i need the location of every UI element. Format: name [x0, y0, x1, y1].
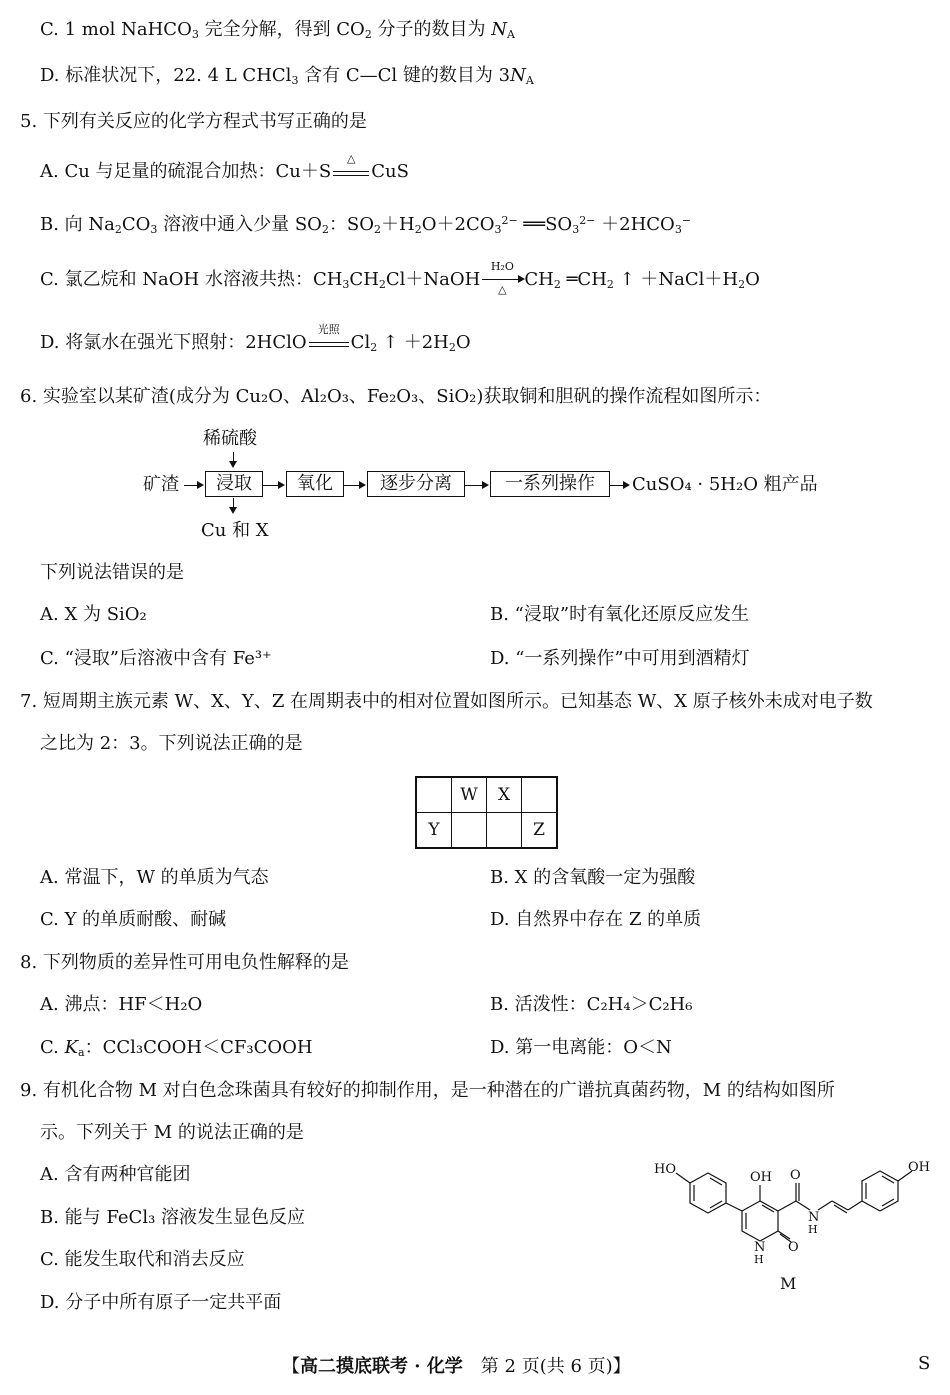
- q7-stem-line2: 之比为 2：3。下列说法正确的是: [40, 733, 303, 754]
- q6-question: 下列说法错误的是: [40, 562, 184, 583]
- atom-label: O: [788, 1240, 799, 1255]
- q9-option-a: A. 含有两种官能团: [40, 1164, 191, 1185]
- molecule-label: M: [780, 1274, 797, 1293]
- flow-arrow-down-out: [233, 498, 234, 512]
- q9-option-d: D. 分子中所有原子一定共平面: [40, 1292, 282, 1313]
- q8-option-c: C. $K_a$：CCl₃COOH＜CF₃COOH: [40, 1037, 313, 1059]
- q8-option-a: A. 沸点：HF＜H₂O: [40, 994, 203, 1015]
- atom-label: OH: [908, 1160, 930, 1175]
- q5-option-d: D. 将氯水在强光下照射：2HClO 光照 $Cl_2$ ↑ $+2H_2O$: [40, 323, 471, 354]
- q7-stem-line1: 7. 短周期主族元素 W、X、Y、Z 在周期表中的相对位置如图所示。已知基态 W、X 原子核外未成对电子数: [20, 691, 873, 712]
- flow-arrow: [344, 485, 364, 486]
- q5-option-c: C. 氯乙烷和 NaOH 水溶液共热：$CH_3CH_2Cl+NaOH$ H₂O △ $CH_2$ $═CH_2$ ↑ $+NaCl+H_2O$: [40, 260, 760, 296]
- ptable-cell-x: X: [487, 777, 522, 813]
- q9-option-b: B. 能与 FeCl₃ 溶液发生显色反应: [40, 1207, 306, 1228]
- flow-arrow: [610, 485, 628, 486]
- atom-label: N: [754, 1240, 766, 1255]
- q7-option-a: A. 常温下，W 的单质为气态: [40, 867, 269, 888]
- atom-label: OH: [750, 1170, 772, 1185]
- flow-arrow: [465, 485, 487, 486]
- q4-option-d: D. 标准状况下，22. 4 L CHCl$_3$ 含有 C—Cl 键的数目为 $3N_A$: [40, 65, 534, 87]
- flow-step-leach: 浸取: [205, 471, 263, 497]
- q8-stem: 8. 下列物质的差异性可用电负性解释的是: [20, 952, 349, 973]
- molecule-m-structure: [650, 1155, 940, 1265]
- ptable-cell-z: Z: [522, 813, 558, 849]
- atom-label: N: [808, 1210, 820, 1225]
- atom-label: O: [790, 1168, 801, 1183]
- ptable-cell: [522, 777, 558, 813]
- flow-product: CuSO₄ · 5H₂O 粗产品: [632, 474, 818, 495]
- ptable-cell: [416, 777, 452, 813]
- page-footer: 【高二摸底联考 · 化学 第 2 页(共 6 页)】: [282, 1356, 631, 1377]
- q6-option-d: D. “一系列操作”中可用到酒精灯: [490, 648, 750, 669]
- ptable-cell: [452, 813, 487, 849]
- periodic-table-fragment: [415, 776, 558, 849]
- flow-step-separate: 逐步分离: [367, 471, 465, 497]
- flow-arrow: [263, 485, 283, 486]
- q6-stem: 6. 实验室以某矿渣(成分为 Cu₂O、Al₂O₃、Fe₂O₃、SiO₂)获取铜和胆矾的操作流程如图所示：: [20, 386, 772, 407]
- flow-step-oxidize: 氧化: [286, 471, 344, 497]
- q6-option-b: B. “浸取”时有氧化还原反应发生: [490, 604, 750, 625]
- flow-step-operations: 一系列操作: [490, 471, 610, 497]
- page-corner-mark: S: [918, 1353, 931, 1374]
- q8-option-b: B. 活泼性：C₂H₄＞C₂H₆: [490, 994, 693, 1015]
- reaction-arrow: H₂O △: [480, 270, 524, 290]
- q9-stem-line2: 示。下列关于 M 的说法正确的是: [40, 1122, 304, 1143]
- light-equals-sign: 光照: [307, 333, 351, 353]
- q5-stem: 5. 下列有关反应的化学方程式书写正确的是: [20, 111, 367, 132]
- q9-option-c: C. 能发生取代和消去反应: [40, 1249, 245, 1270]
- heat-equals-sign: △: [331, 162, 371, 182]
- q7-option-c: C. Y 的单质耐酸、耐碱: [40, 909, 227, 930]
- q7-option-d: D. 自然界中存在 Z 的单质: [490, 909, 702, 930]
- q9-stem-line1: 9. 有机化合物 M 对白色念珠菌具有较好的抑制作用，是一种潜在的广谱抗真菌药物，M 的结构如图所: [20, 1080, 835, 1101]
- q8-option-d: D. 第一电离能：O＜N: [490, 1037, 672, 1058]
- q7-option-b: B. X 的含氧酸一定为强酸: [490, 867, 696, 888]
- ptable-cell: [487, 813, 522, 849]
- ptable-cell-y: Y: [416, 813, 452, 849]
- flow-arrow-down-in: [233, 452, 234, 466]
- q4-option-c: C. 1 mol NaHCO$_3$ 完全分解，得到 $CO_2$ 分子的数目为 $N_A$: [40, 19, 515, 41]
- flow-input-acid: 稀硫酸: [203, 428, 257, 449]
- flow-arrow: [184, 485, 202, 486]
- q6-option-c: C. “浸取”后溶液中含有 Fe³⁺: [40, 648, 272, 669]
- q5-option-b: B. 向 $Na_2CO_3$ 溶液中通入少量 $SO_2$：$SO_2+H_2O+2CO_3^{2-}$ $══SO_3^{2-} +2HCO_3^-$: [40, 214, 692, 236]
- q5-option-a: A. Cu 与足量的硫混合加热：Cu＋S △ CuS: [40, 152, 409, 182]
- atom-label: H: [808, 1223, 818, 1236]
- q6-option-a: A. X 为 SiO₂: [40, 604, 147, 625]
- atom-label: H: [754, 1253, 764, 1265]
- atom-label: HO: [654, 1162, 676, 1177]
- flow-start-material: 矿渣: [143, 474, 179, 495]
- flow-output-solid: Cu 和 X: [201, 520, 269, 541]
- ptable-cell-w: W: [452, 777, 487, 813]
